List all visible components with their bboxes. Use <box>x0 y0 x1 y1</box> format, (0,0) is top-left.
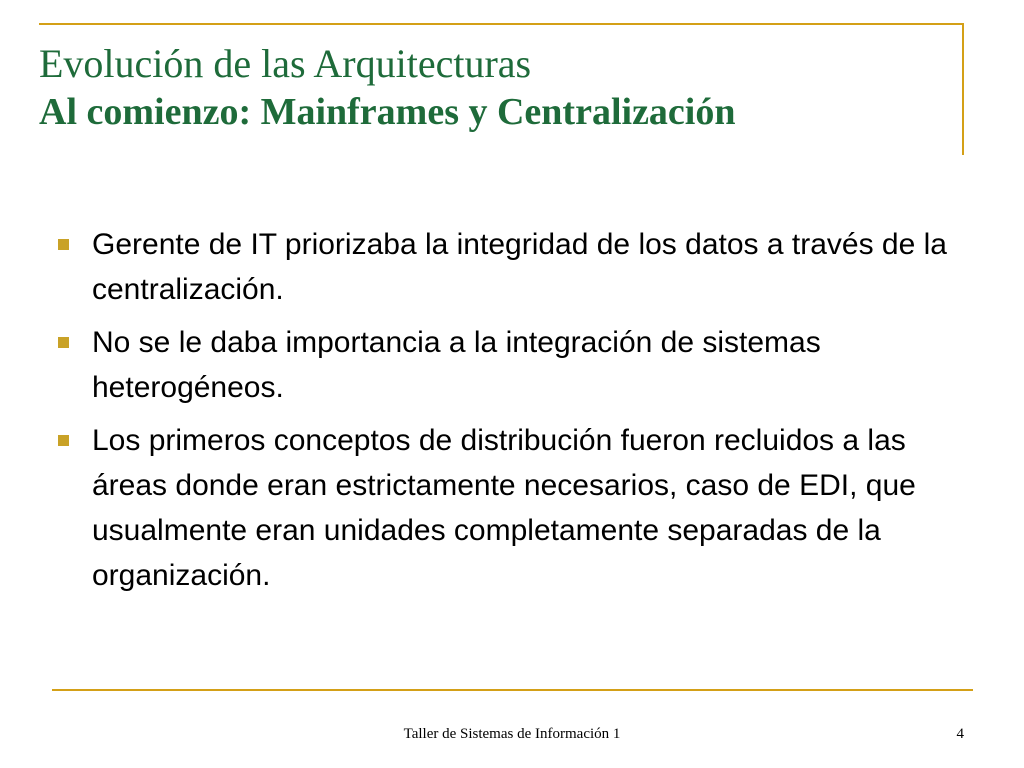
bullet-item <box>50 222 970 312</box>
page-number: 4 <box>956 726 964 742</box>
bullet-text: No se le daba importancia a la integración de sistemas heterogéneos. <box>92 326 821 404</box>
square-bullet-icon <box>58 435 69 446</box>
footer-text: Taller de Sistemas de Información 1 <box>403 726 621 742</box>
bullet-text: Gerente de IT priorizaba la integridad de los datos a través de la centralización. <box>92 228 947 306</box>
square-bullet-icon <box>58 337 69 348</box>
top-rule <box>39 23 964 25</box>
bullet-item <box>50 418 970 598</box>
right-rule <box>962 23 964 155</box>
title-subtitle: Al comienzo: Mainframes y Centralización <box>39 91 736 133</box>
title-main: Evolución de las Arquitecturas <box>39 41 532 86</box>
bullet-text: Los primeros conceptos de distribución fueron recluidos a las áreas donde eran estrictamente necesarios, caso de EDI, que usualmente eran unidades completamente separadas de la organización. <box>92 424 916 592</box>
bullet-list <box>50 222 970 606</box>
square-bullet-icon <box>58 239 69 250</box>
bullet-item <box>50 320 970 410</box>
slide-title <box>39 39 949 135</box>
bottom-rule <box>52 689 973 691</box>
